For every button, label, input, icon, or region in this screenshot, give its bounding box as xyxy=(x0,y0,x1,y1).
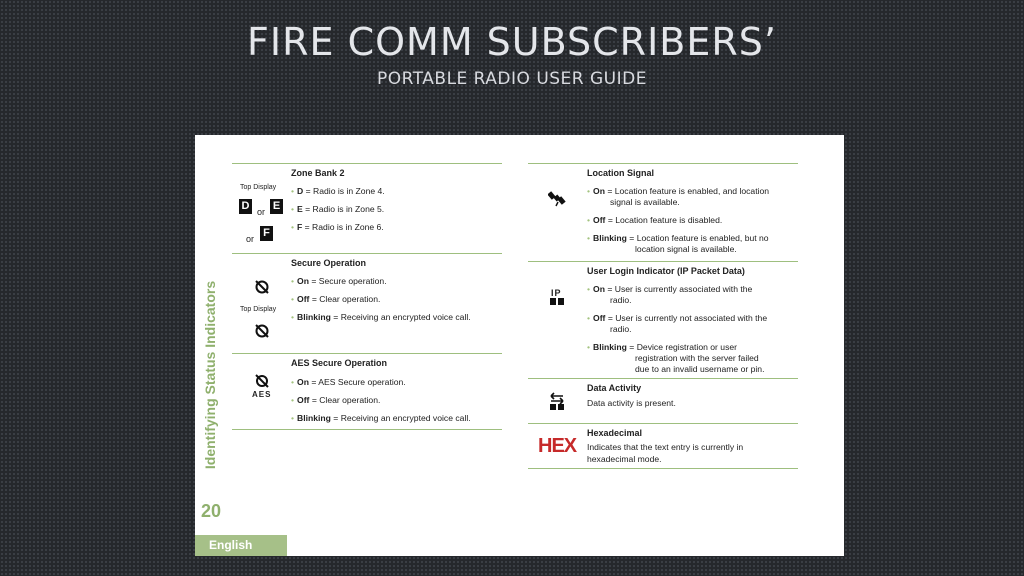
section-title-user-login: User Login Indicator (IP Packet Data) xyxy=(587,266,745,276)
top-display-label: Top Display xyxy=(240,306,277,313)
side-section-title: Identifying Status Indicators xyxy=(202,280,218,470)
bullet-item: • F = Radio is in Zone 6. xyxy=(291,222,384,232)
bullet-item: • Blinking = Receiving an encrypted voice call. xyxy=(291,312,471,322)
ip-icon-label: IP xyxy=(551,288,562,298)
slide-subtitle: PORTABLE RADIO USER GUIDE xyxy=(377,69,647,89)
zone-f-icon: F xyxy=(260,226,273,241)
or-label: or xyxy=(246,234,255,244)
divider xyxy=(528,378,798,379)
bullet-item: • Blinking = Receiving an encrypted voice call. xyxy=(291,413,471,423)
section-title-location-signal: Location Signal xyxy=(587,168,655,178)
language-tab: English xyxy=(195,535,287,556)
section-title-aes-secure: AES Secure Operation xyxy=(291,358,388,368)
divider xyxy=(528,423,798,424)
bullet-item: • Blinking = Location feature is enabled, but no location signal is available. xyxy=(587,233,769,254)
page-number: 20 xyxy=(201,501,222,521)
bullet-item: • Off = Location feature is disabled. xyxy=(587,215,723,225)
divider xyxy=(232,429,502,430)
data-activity-icon xyxy=(550,392,564,410)
top-display-label: Top Display xyxy=(240,184,277,191)
section-title-data-activity: Data Activity xyxy=(587,383,642,393)
hex-icon: HEX xyxy=(538,435,577,457)
bullet-item: • On = Secure operation. xyxy=(291,276,387,286)
aes-secure-icon xyxy=(254,374,270,388)
section-title-hexadecimal: Hexadecimal xyxy=(587,428,643,438)
bullet-item: • Blinking = Device registration or user registration with the server failed due to an invalid username or pin. xyxy=(587,342,765,374)
divider xyxy=(528,468,798,469)
divider xyxy=(528,163,798,164)
bullet-item: • On = AES Secure operation. xyxy=(291,377,406,387)
bullet-item: • E = Radio is in Zone 5. xyxy=(291,204,385,214)
slide-title: FIRE COMM SUBSCRIBERS’ xyxy=(247,20,777,64)
section-title-zone-bank: Zone Bank 2 xyxy=(291,168,345,178)
ip-blocks-icon xyxy=(550,298,564,305)
bullet-item: • Off = Clear operation. xyxy=(291,294,381,304)
divider xyxy=(232,353,502,354)
satellite-icon xyxy=(548,189,566,207)
manual-page xyxy=(195,135,844,556)
bullet-item: • Off = User is currently not associated with the radio. xyxy=(587,313,768,334)
zone-e-icon: E xyxy=(270,199,283,214)
divider xyxy=(232,253,502,254)
hexadecimal-text: Indicates that the text entry is currently in hexadecimal mode. xyxy=(587,442,744,464)
bullet-item: • D = Radio is in Zone 4. xyxy=(291,186,385,196)
zone-d-icon: D xyxy=(239,199,252,214)
or-label: or xyxy=(257,207,266,217)
bullet-item: • On = User is currently associated with the radio. xyxy=(587,284,753,305)
section-title-secure-operation: Secure Operation xyxy=(291,258,367,268)
secure-lock-off-icon xyxy=(254,323,270,339)
aes-icon-label: AES xyxy=(252,390,272,399)
bullet-item: • On = Location feature is enabled, and location signal is available. xyxy=(587,186,770,207)
bullet-item: • Off = Clear operation. xyxy=(291,395,381,405)
divider xyxy=(528,261,798,262)
secure-lock-off-icon xyxy=(254,279,270,295)
divider xyxy=(232,163,502,164)
data-activity-text: Data activity is present. xyxy=(587,398,676,408)
